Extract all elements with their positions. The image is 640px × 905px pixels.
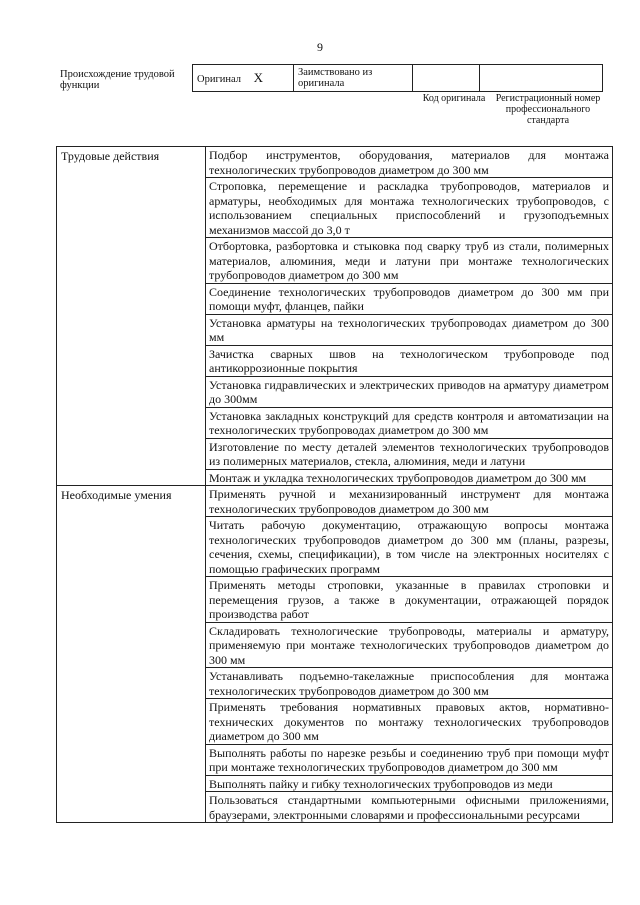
code-caption: Код оригинала [422,93,486,104]
table-cell-item: Пользоваться стандартными компьютерными офисными приложениями, браузерами, электронными словарями и профессиональными ресурсами [206,792,613,823]
table-cell-item: Установка гидравлических и электрических приводов на арматуру диаметром до 300мм [206,376,613,407]
table-cell-item: Применять ручной и механизированный инструмент для монтажа технологических трубопроводов диаметром до 300 мм [206,486,613,517]
table-cell-item: Устанавливать подъемно-такелажные приспособления для монтажа технологических трубопроводов диаметром до 300 мм [206,668,613,699]
section-label: Трудовые действия [57,147,206,486]
origin-table [192,64,603,92]
table-cell-item: Зачистка сварных швов на технологическом трубопроводе под антикоррозионные покрытия [206,345,613,376]
table-cell-item: Складировать технологические трубопроводы, материалы и арматуру, применяемую при монтаже технологических трубопроводов диаметром до 300 мм [206,622,613,668]
table-cell-item: Соединение технологических трубопроводов диаметром до 300 мм при помощи муфт, фланцев, пайки [206,283,613,314]
table-cell-item: Монтаж и укладка технологических трубопроводов диаметром до 300 мм [206,469,613,486]
table-cell-item: Применять требования нормативных правовых актов, нормативно-технических документов по монтажу технологических трубопроводов диаметром до 300 мм [206,699,613,745]
page-number: 9 [317,40,323,54]
table-cell-item: Установка закладных конструкций для средств контроля и автоматизации на технологических трубопроводах диаметром до 300 мм [206,407,613,438]
table-cell-item: Выполнять работы по нарезке резьбы и соединению труб при помощи муфт при монтаже технологических трубопроводов диаметром до 300 мм [206,744,613,775]
reg-number-caption: Регистрационный номер профессионального стандарта [495,93,601,126]
origin-label: Происхождение трудовой функции [60,69,175,91]
function-table [56,146,613,823]
table-row [57,486,613,517]
borrowed-cell: Заимствовано из оригинала [294,65,413,92]
original-label: Оригинал [197,73,241,85]
table-cell-item: Установка арматуры на технологических трубопроводах диаметром до 300 мм [206,314,613,345]
original-mark: X [253,69,264,85]
table-cell-item: Отбортовка, разбортовка и стыковка под сварку труб из стали, полимерных материалов, алюминия, меди и латуни при монтаже технологических трубопроводов диаметром до 300 мм [206,238,613,284]
code-cell [413,65,480,92]
table-row [57,147,613,178]
table-cell-item: Применять методы строповки, указанные в правилах строповки и перемещения грузов, а также в документации, отражающей порядок производства работ [206,577,613,623]
reg-number-cell [480,65,603,92]
table-cell-item: Читать рабочую документацию, отражающую вопросы монтажа технологических трубопроводов диаметром до 300 мм (планы, разрезы, сечения, схемы, спецификации), в том числе на электронных носителях с помощью графических программ [206,517,613,577]
section-label: Необходимые умения [57,486,206,823]
table-cell-item: Строповка, перемещение и раскладка трубопроводов, материалов и арматуры, необходимых для монтажа технологических трубопроводов, с использованием специальных приспособлений и грузоподъемных механизмов массой до 3,0 т [206,178,613,238]
original-cell [193,65,294,92]
table-cell-item: Изготовление по месту деталей элементов технологических трубопроводов из полимерных материалов, стекла, алюминия, меди и латуни [206,438,613,469]
table-cell-item: Подбор инструментов, оборудования, материалов для монтажа технологических трубопроводов диаметром до 300 мм [206,147,613,178]
table-cell-item: Выполнять пайку и гибку технологических трубопроводов из меди [206,775,613,792]
